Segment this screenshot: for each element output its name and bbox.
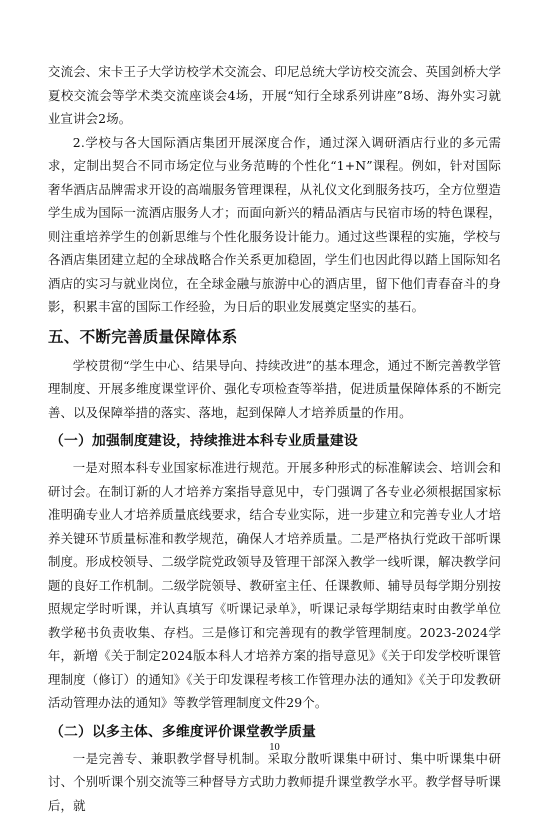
paragraph-supervision: 一是完善专、兼职教学督导机制。采取分散听课集中研讨、集中听课集中研讨、个别听课个别交流等三种督导方式助力教师提升课堂教学水平。教学督导听课后，就 xyxy=(48,747,501,817)
paragraph-institution-measures: 一是对照本科专业国家标准进行规范。开展多种形式的标准解读会、培训会和研讨会。在制订新的人才培养方案指导意见中，专门强调了各专业必须根据国家标准明确专业人才培养质量底线要求，结合专业实际，进一步建立和完善专业人才培养关键环节质量标准和教学规范，确保人才培养质量。二是严格执行党政干部听课制度。形成校领导、二级学院党政领导及管理干部深入教学一线听课，解决教学问题的良好工作机制。二级学院领导、教研室主任、任课教师、辅导员每学期分别按照规定学时听课，并认真填写《听课记录单》，听课记录每学期结束时由教学单位教学秘书负责收集、存档。三是修订和完善现有的教学管理制度。2023-2024学年，新增《关于制定2024版本科人才培养方案的指导意见》《关于印发学校听课管理制度（修订）的通知》《关于印发课程考核工作管理办法的通知》《关于印发教研活动管理办法的通知》等教学管理制度文件29个。 xyxy=(48,456,501,715)
subheading-classroom-evaluation: （二）以多主体、多维度评价课堂教学质量 xyxy=(50,721,501,743)
subheading-institution-building: （一）加强制度建设，持续推进本科专业质量建设 xyxy=(50,430,501,452)
section-heading-quality-assurance: 五、不断完善质量保障体系 xyxy=(48,326,501,348)
paragraph-exchange-meetings: 交流会、宋卡王子大学访校学术交流会、印尼总统大学访校交流会、英国剑桥大学夏校交流会等学术类交流座谈会4场，开展“知行全球系列讲座”8场、海外实习就业宣讲会2场。 xyxy=(48,60,501,131)
paragraph-quality-philosophy: 学校贯彻“学生中心、结果导向、持续改进”的基本理念，通过不断完善教学管理制度、开展多维度课堂评价、强化专项检查等举措，促进质量保障体系的不断完善、以及保障举措的落实、落地，起到保障人才培养质量的作用。 xyxy=(48,354,501,425)
page-number: 10 xyxy=(0,742,549,753)
paragraph-hotel-cooperation: 2.学校与各大国际酒店集团开展深度合作，通过深入调研酒店行业的多元需求，定制出契合不同市场定位与业务范畴的个性化“1+N”课程。例如，针对国际奢华酒店品牌需求开设的高端服务管理课程，从礼仪文化到服务技巧，全方位塑造学生成为国际一流酒店服务人才；而面向新兴的精品酒店与民宿市场的特色课程，则注重培养学生的创新思维与个性化服务设计能力。通过这些课程的实施，学校与各酒店集团建立起的全球战略合作关系更加稳固，学生们也因此得以踏上国际知名酒店的实习与就业岗位，在全球金融与旅游中心的酒店里，留下他们青春奋斗的身影，积累丰富的国际工作经验，为日后的职业发展奠定坚实的基石。 xyxy=(48,131,501,319)
